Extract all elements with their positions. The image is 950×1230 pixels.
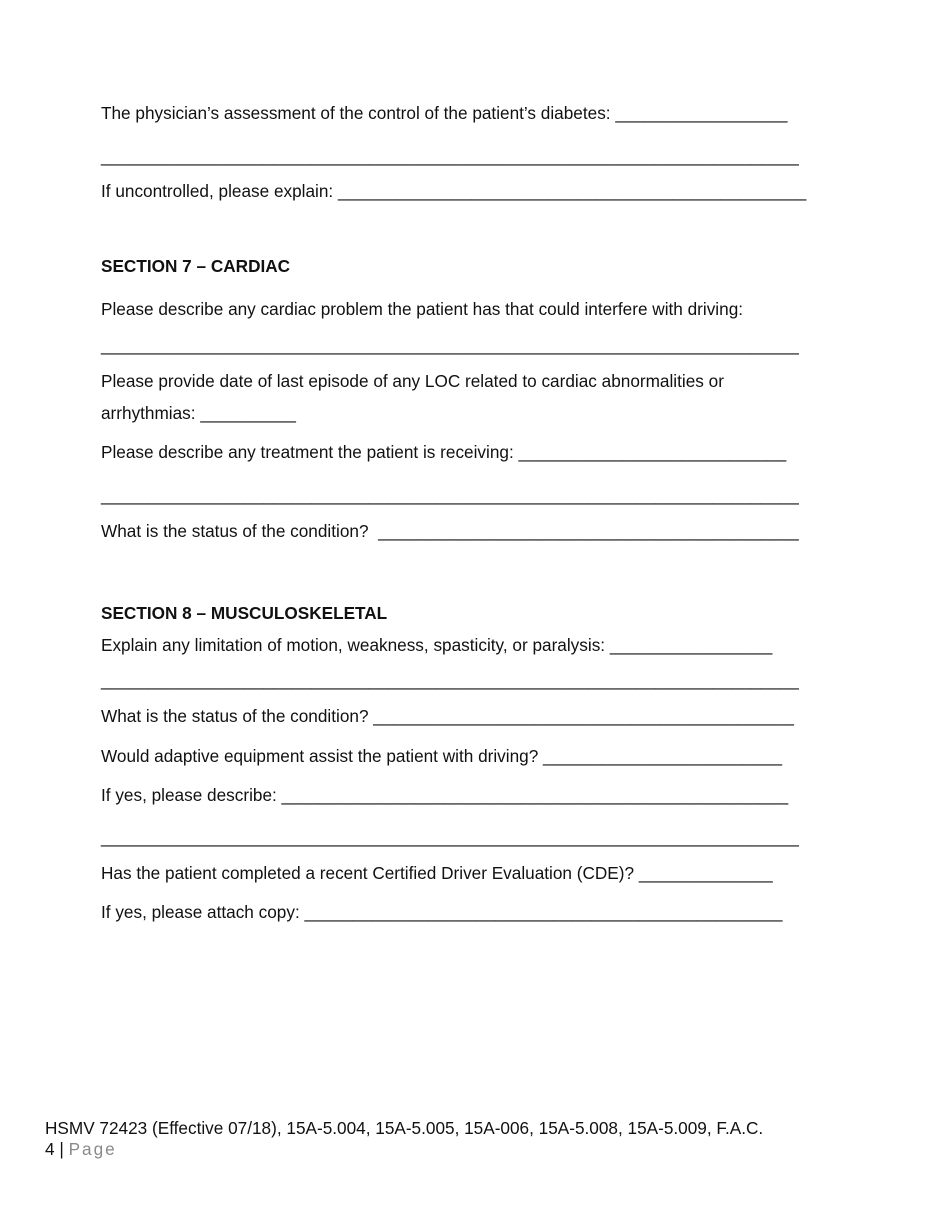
musculoskeletal-status-field[interactable]: What is the status of the condition? ____________________________________________ [101, 706, 794, 726]
limitation-field[interactable]: Explain any limitation of motion, weakness, spasticity, or paralysis: _________________ [101, 635, 773, 655]
page-separator: | [59, 1139, 64, 1159]
cde-field[interactable]: Has the patient completed a recent Certified Driver Evaluation (CDE)? ______________ [101, 863, 773, 883]
limitation-blank[interactable]: _________________________________________________________________________ [101, 670, 799, 690]
section7-heading: SECTION 7 – CARDIAC [101, 256, 291, 276]
cardiac-problem-prompt: Please describe any cardiac problem the patient has that could interfere with driving: [101, 299, 744, 319]
cardiac-treatment-field[interactable]: Please describe any treatment the patient is receiving: ____________________________ [101, 442, 787, 462]
footer-page-number [45, 1139, 117, 1159]
attach-copy-field[interactable]: If yes, please attach copy: __________________________________________________ [101, 902, 783, 922]
loc-date-field[interactable]: arrhythmias: __________ [101, 403, 296, 423]
page-word: Page [68, 1139, 117, 1159]
cardiac-status-field[interactable]: What is the status of the condition? ____________________________________________ [101, 521, 799, 541]
adaptive-equipment-field[interactable]: Would adaptive equipment assist the patient with driving? _________________________ [101, 746, 783, 766]
section8-heading: SECTION 8 – MUSCULOSKELETAL [101, 603, 388, 623]
loc-date-prompt: Please provide date of last episode of any LOC related to cardiac abnormalities or [101, 371, 724, 391]
page-number: 4 [45, 1139, 55, 1159]
cardiac-treatment-blank[interactable]: _________________________________________________________________________ [101, 485, 799, 505]
uncontrolled-explain-line[interactable]: If uncontrolled, please explain: _________________________________________________ [101, 181, 807, 201]
diabetes-assessment-line: The physician’s assessment of the control of the patient’s diabetes: __________________ [101, 103, 788, 123]
footer-form-id: HSMV 72423 (Effective 07/18), 15A-5.004, 15A-5.005, 15A-006, 15A-5.008, 15A-5.009, F.A.C. [45, 1118, 764, 1138]
describe-blank[interactable]: _________________________________________________________________________ [101, 827, 799, 847]
cardiac-problem-blank[interactable]: _________________________________________________________________________ [101, 335, 799, 355]
diabetes-assessment-blank[interactable]: _________________________________________________________________________ [101, 146, 799, 166]
describe-field[interactable]: If yes, please describe: _____________________________________________________ [101, 785, 789, 805]
